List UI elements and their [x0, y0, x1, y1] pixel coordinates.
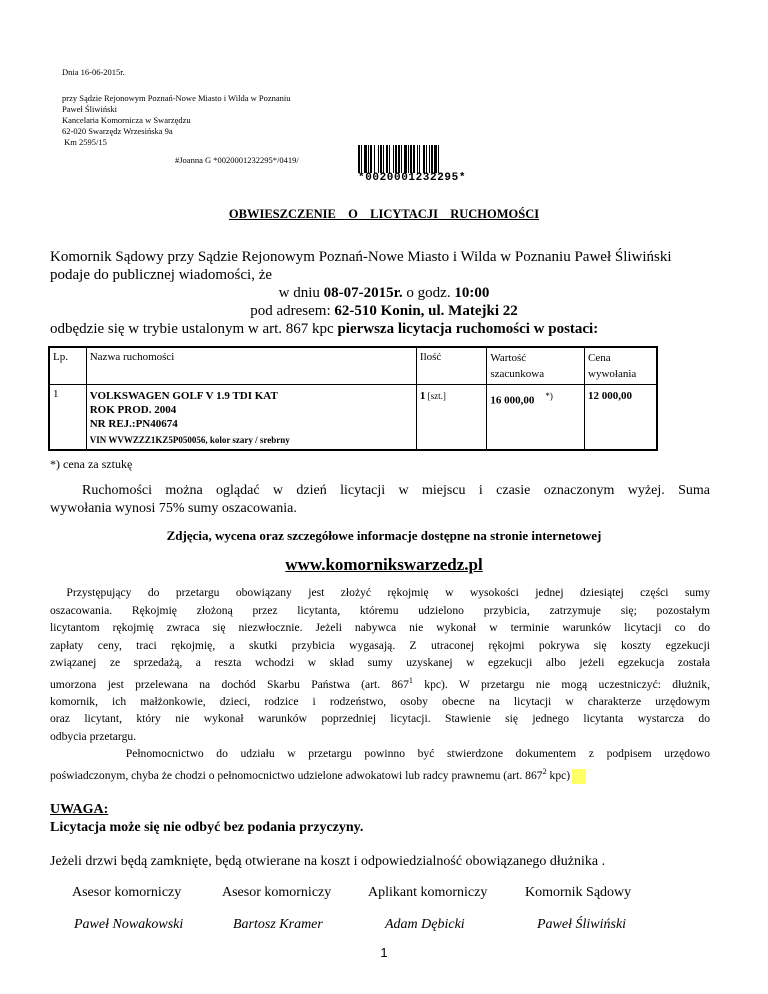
header-lp: Lp. — [49, 347, 86, 385]
auction-address-line: pod adresem: 62-510 Konin, ul. Matejki 22 — [250, 303, 518, 319]
signature-name: Adam Dębicki — [385, 917, 465, 932]
header-price: Cena wywołania — [585, 347, 658, 385]
footnote: *) cena za sztukę — [50, 457, 133, 471]
barcode-text: *0020001232295* — [358, 172, 467, 184]
header-value: Wartość szacunkowa — [487, 347, 585, 385]
cell-lp: 1 — [49, 385, 86, 451]
vin: VIN WVWZZZ1KZ5P050056, kolor szary / srebrny — [89, 435, 290, 445]
page-number: 1 — [380, 945, 388, 960]
intro-line-5: odbędzie się w trybie ustalonym w art. 867 kpc pierwsza licytacja ruchomości w postaci: — [50, 321, 599, 337]
cell-name: VOLKSWAGEN GOLF V 1.9 TDI KAT ROK PROD. 2004 NR REJ.:PN40674 VIN WVWZZZ1KZ5P050056, kolor szary / srebrny — [86, 385, 416, 451]
auction-date-line: w dniu 08-07-2015r. o godz. 10:00 — [278, 285, 490, 301]
auction-time: 10:00 — [454, 285, 490, 301]
bailiff-office-header — [62, 93, 291, 148]
intro-line-2: podaje do publicznej wiadomości, że — [50, 267, 273, 283]
intro-line-1: Komornik Sądowy przy Sądzie Rejonowym Poznań-Nowe Miasto i Wilda w Poznaniu Paweł Śliwiński — [50, 249, 672, 265]
barcode — [358, 145, 493, 185]
header-line: 62-020 Swarzędz Wrzesińska 9a — [62, 126, 173, 136]
website-link[interactable]: www.komornikswarzedz.pl — [285, 555, 483, 574]
highlight-mark — [572, 769, 586, 784]
doors-note: Jeżeli drzwi będą zamknięte, będą otwierane na koszt i odpowiedzialność obowiązanego dłużnika . — [50, 854, 606, 869]
auction-address: 62-510 Konin, ul. Matejki 22 — [334, 303, 518, 319]
signature-name: Paweł Nowakowski — [74, 917, 184, 932]
cell-qty: 1 [szt.] — [416, 385, 486, 451]
items-table — [48, 346, 658, 451]
warning-heading: UWAGA: — [50, 802, 109, 817]
viewing-info: Ruchomości można oglądać w dzień licytacji w miejscu i czasie oznaczonym wyżej. Suma wywołania wynosi 75% sumy oszacowania. — [50, 483, 710, 516]
signature-role: Aplikant komorniczy — [368, 885, 488, 900]
auction-date: 08-07-2015r. — [323, 285, 403, 301]
table-header-row — [49, 347, 657, 385]
header-line: przy Sądzie Rejonowym Poznań-Nowe Miasto i Wilda w Poznaniu — [62, 93, 291, 103]
document-reference: #Joanna G *0020001232295*/0419/ — [175, 155, 299, 165]
document-date: Dnia 16-06-2015r. — [62, 67, 125, 77]
cell-price: 12 000,00 — [585, 385, 658, 451]
header-line: Kancelaria Komornicza w Swarzędzu — [62, 115, 191, 125]
header-qty: Ilość — [416, 347, 486, 385]
warning-text: Licytacja może się nie odbyć bez podania przyczyny. — [50, 820, 364, 835]
header-line: Paweł Śliwiński — [62, 104, 118, 114]
signature-name: Paweł Śliwiński — [537, 917, 627, 932]
case-number: Km 2595/15 — [62, 137, 107, 147]
signature-role: Asesor komorniczy — [72, 885, 182, 900]
photos-note: Zdjęcia, wycena oraz szczegółowe informacje dostępne na stronie internetowej — [166, 528, 602, 543]
barcode-bars — [358, 145, 493, 173]
table-row — [49, 385, 657, 451]
cell-value: 16 000,00 *) — [487, 385, 585, 451]
header-name: Nazwa ruchomości — [86, 347, 416, 385]
signature-role: Asesor komorniczy — [222, 885, 332, 900]
signature-name: Bartosz Kramer — [233, 917, 323, 932]
barcode-bar — [439, 145, 441, 173]
signature-role: Komornik Sądowy — [525, 885, 632, 900]
document-title: OBWIESZCZENIE O LICYTACJI RUCHOMOŚCI — [228, 207, 540, 221]
legal-text: Przystępujący do przetargu obowiązany jest złożyć rękojmię w wysokości jednej dziesiątej części sumy oszacowania. Rękojmię złożoną przez licytanta, któremu udzielono przybicia, zatrzymuje się; pozostałym licytantom rękojmię zwraca się niezwłocznie. Jeżeli nabywca nie wykonał w terminie warunków licytacji co do zapłaty ceny, traci rękojmię, a skutki przybicia wygasają. Z utraconej rękojmi pokrywa się koszty egzekucji związanej ze sprzedażą, a reszta wchodzi w skład sumy uzyskanej w egzekucji albo jeżeli egzekucja została umorzona jest przelewana na dochód Skarbu Państwa (art. $867^1$ kpc). W przetargu nie mogą uczestniczyć: dłużnik, komornik, ich małżonkowie, dzieci, rodzice i rodzeństwo, osoby obecne na licytacji w charakterze urzędowym oraz licytant, który nie wykonał warunków poprzedniej licytacji. Stawienie się jednego licytanta wystarcza do odbycia przetargu. Pełnomocnictwo do udziału w przetargu powinno być stwierdzone dokumentem z podpisem urzędowo poświadczonym, chyba że chodzi o pełnomocnictwo udzielone adwokatowi lub radcy prawnemu (art. $867^2$ kpc) — [50, 586, 710, 782]
